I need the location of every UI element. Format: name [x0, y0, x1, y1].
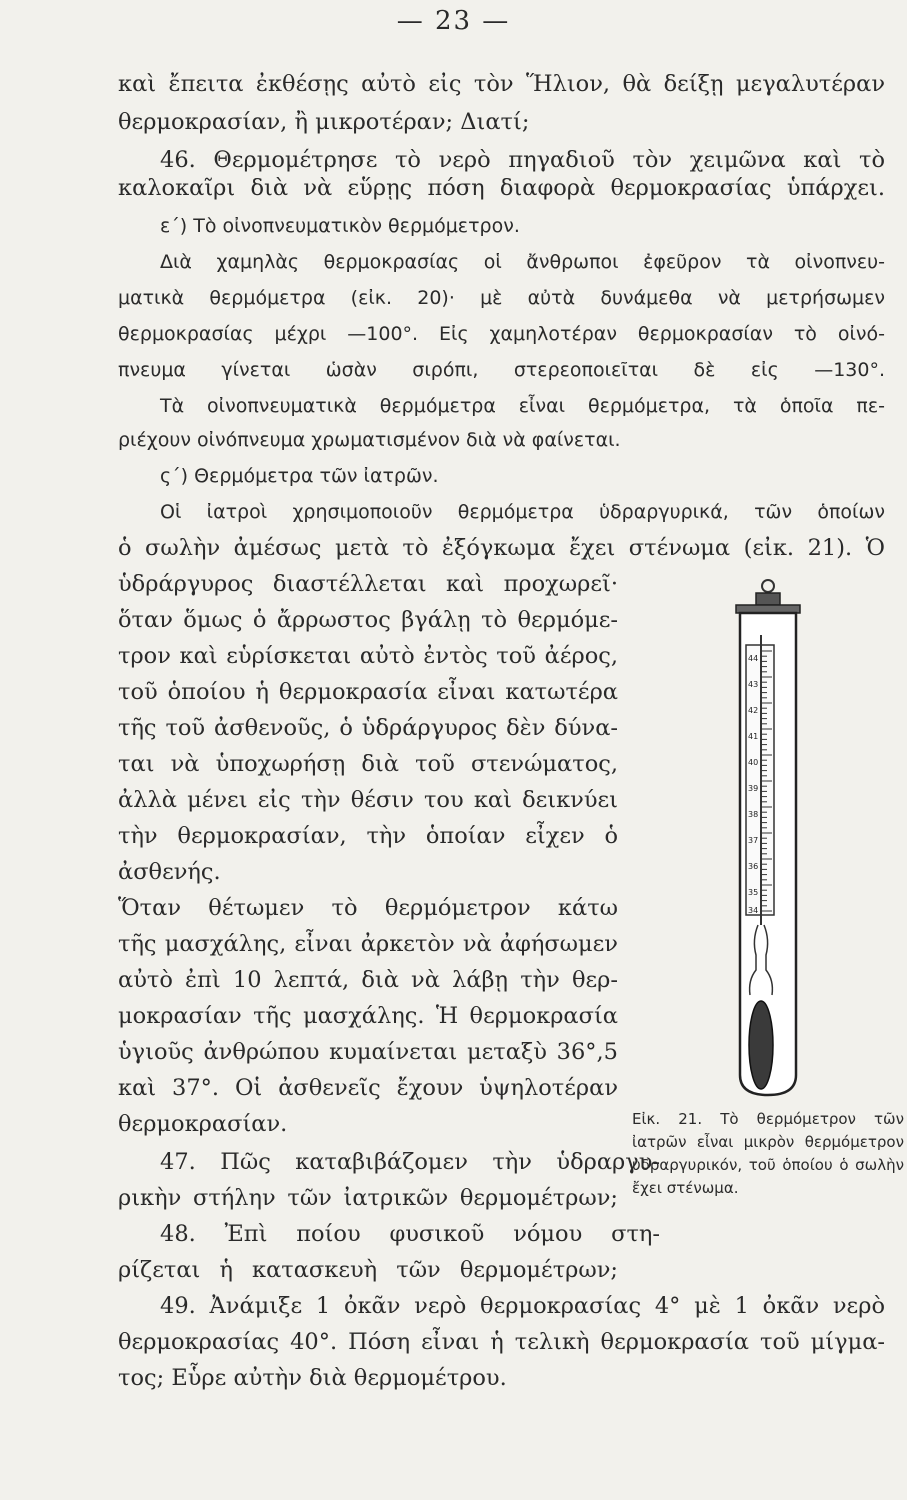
scale-label: 39 — [748, 784, 759, 793]
scale-label: 38 — [748, 810, 759, 819]
scale-label: 40 — [748, 758, 759, 767]
scale-label: 35 — [748, 888, 759, 897]
scale-label: 34 — [748, 906, 759, 915]
thermometer-cap — [756, 593, 780, 605]
page-number: — 23 — — [396, 6, 511, 36]
thermometer-bulb — [749, 1001, 773, 1089]
medical-thermometer-figure — [728, 575, 808, 1105]
scale-label: 44 — [748, 654, 759, 663]
scale-label: 42 — [748, 706, 759, 715]
scale-label: 43 — [748, 680, 759, 689]
scale-label: 41 — [748, 732, 759, 741]
thermometer-ring — [762, 580, 774, 592]
figure-caption: Εἰκ. 21. Τὸ θερμόμετρον τῶν ἰατρῶν εἶναι μικρὸν θερμόμετρον ὑδραργυρικόν, τοῦ ὁποίου ὁ σωλὴν ἔχει στένωμα. — [632, 1110, 904, 1197]
scale-label: 36 — [748, 862, 759, 871]
scale-label: 37 — [748, 836, 759, 845]
